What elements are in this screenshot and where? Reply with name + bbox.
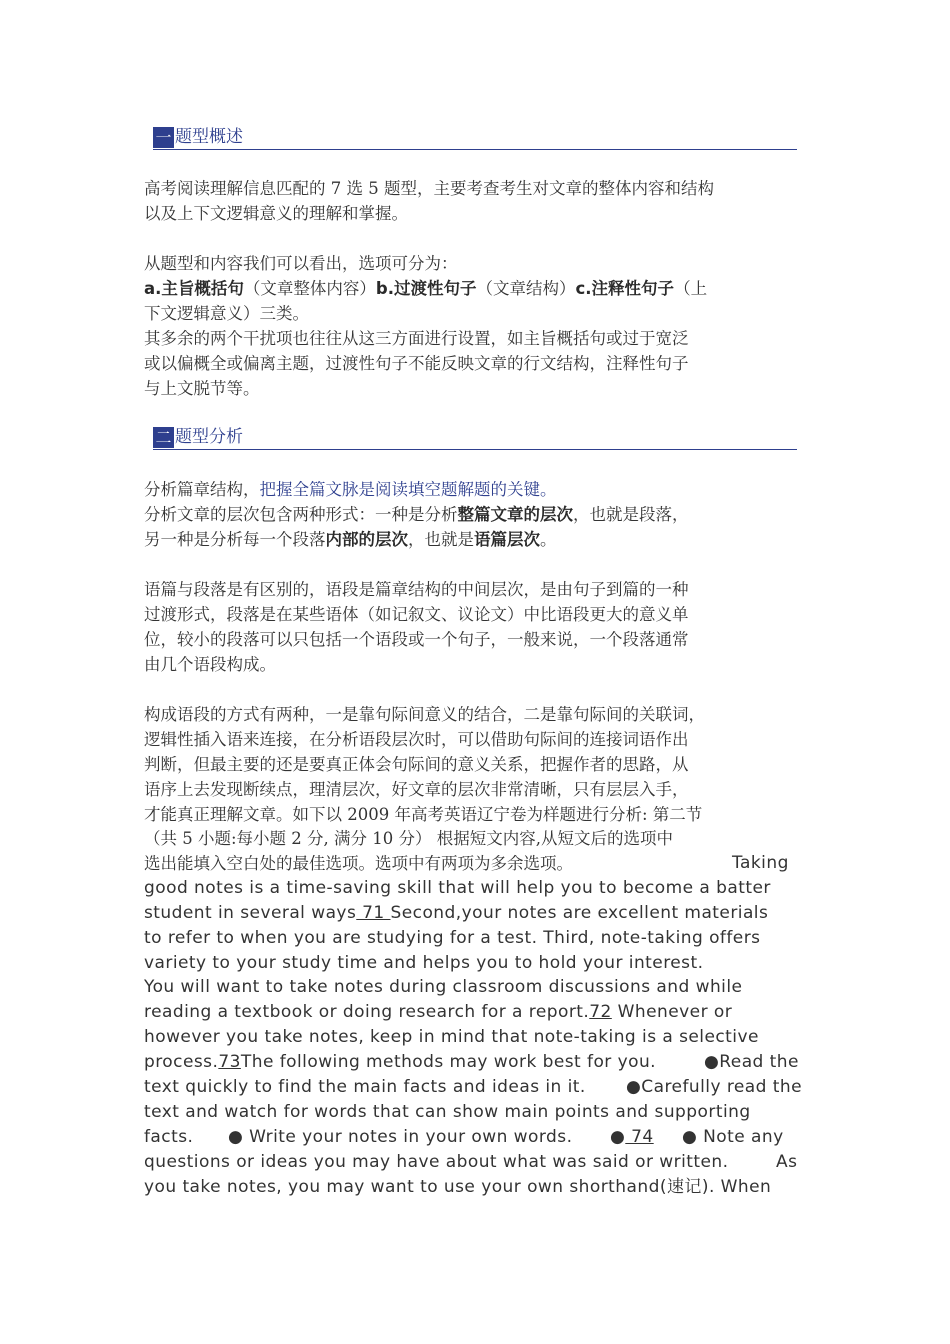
analysis-text: ，也就是 [408, 530, 474, 549]
method-text: 选出能填入空白处的最佳选项。选项中有两项为多余选项。 [144, 854, 573, 873]
passage-line-5: You will want to take notes during classroom discussions and while [144, 977, 743, 997]
passage-line-7: however you take notes, keep in mind that note-taking is a selective [144, 1027, 759, 1047]
passage-line-4: variety to your study time and helps you to hold your interest. [144, 953, 704, 973]
passage-text: text quickly to find the main facts and ideas in it. [144, 1077, 586, 1097]
bullet-careful-read: ●Carefully read the [626, 1077, 803, 1097]
method-line-1: 构成语段的方式有两种，一是靠句际间意义的结合，二是靠句际间的关联词， [144, 705, 705, 724]
section-title: 题型分析 [175, 427, 243, 447]
distractor-line-3: 与上文脱节等。 [144, 379, 260, 398]
bullet-note-questions: ● Note any [682, 1127, 784, 1147]
passage-line-6 [144, 1000, 814, 1025]
passage-text: Second,your notes are excellent materials [390, 903, 769, 923]
analysis-text: 分析文章的层次包含两种形式：一种是分析 [144, 505, 458, 524]
passage-start: Taking [732, 853, 789, 873]
bold-term: 内部的层次 [325, 530, 408, 549]
passage-line-8 [144, 1050, 814, 1075]
paragraph-line-4: 由几个语段构成。 [144, 655, 276, 674]
bullet-read-text: ●Read the [704, 1052, 799, 1072]
bold-term: 语篇层次 [474, 530, 540, 549]
analysis-text: 。 [540, 530, 557, 549]
analysis-text: 分析篇章结构， [144, 480, 260, 499]
section-title: 题型概述 [175, 127, 243, 147]
blank-74: 74 [625, 1127, 654, 1147]
option-c-note-end: 下文逻辑意义）三类。 [144, 304, 309, 323]
classify-line: 从题型和内容我们可以看出，选项可分为： [144, 254, 458, 273]
passage-text: questions or ideas you may have about what was said or written. [144, 1152, 729, 1172]
option-a-label: a.主旨概括句 [144, 279, 244, 298]
passage-line-13 [144, 1175, 814, 1200]
method-line-3: 判断，但最主要的还是要真正体会句际间的意义关系，把握作者的思路，从 [144, 755, 689, 774]
passage-text: As [776, 1152, 798, 1172]
option-b-label: b.过渡性句子 [375, 279, 477, 298]
passage-line-9 [144, 1075, 814, 1100]
passage-line-1: good notes is a time-saving skill that will help you to become a batter [144, 878, 771, 898]
bullet-own-words: ● Write your notes in your own words. [228, 1127, 573, 1147]
analysis-line-3 [144, 527, 814, 552]
passage-line-2 [144, 901, 814, 926]
section-heading-analysis [153, 427, 797, 450]
bold-term: 整篇文章的层次 [457, 505, 573, 524]
bullet-74 [610, 1125, 654, 1150]
method-line-2: 逻辑性插入语来连接，在分析语段层次时，可以借助句际间的连接词语作出 [144, 730, 689, 749]
passage-text: Whenever or [611, 1002, 733, 1022]
section-number: 二 [153, 427, 174, 448]
option-b-note: （文章结构） [476, 279, 576, 298]
passage-text: The following methods may work best for you. [240, 1052, 657, 1072]
analysis-line-1 [144, 477, 814, 502]
paragraph-line-2: 过渡形式，段落是在某些语体（如记叙文、议论文）中比语段更大的意义单 [144, 605, 689, 624]
method-line-6: （共 5 小题:每小题 2 分, 满分 10 分） 根据短文内容,从短文后的选项中 [144, 829, 673, 848]
analysis-text: ，也就是段落， [573, 505, 689, 524]
paragraph-line-3: 位，较小的段落可以只包括一个语段或一个句子，一般来说，一个段落通常 [144, 630, 689, 649]
passage-text: facts. [144, 1127, 194, 1147]
option-c-label: c.注释性句子 [575, 279, 675, 298]
blank-71: 71 [356, 903, 391, 923]
option-c-note-start: （上 [674, 279, 708, 298]
passage-line-3: to refer to when you are studying for a test. Third, note-taking offers [144, 928, 761, 948]
option-a-note: （文章整体内容） [243, 279, 376, 298]
analysis-text: 另一种是分析每一个段落 [144, 530, 326, 549]
shorthand-cn: 速记 [666, 1177, 702, 1197]
passage-text: ). When [701, 1177, 772, 1197]
passage-line-10: text and watch for words that can show main points and supporting [144, 1102, 751, 1122]
bullet-symbol: ● [610, 1127, 626, 1147]
passage-line-12 [144, 1150, 814, 1175]
passage-text: reading a textbook or doing research for a report. [144, 1002, 590, 1022]
passage-line-11 [144, 1125, 814, 1150]
key-highlight: 把握全篇文脉是阅读填空题解题的关键。 [259, 480, 557, 499]
analysis-line-2 [144, 502, 814, 527]
section-heading-overview [153, 127, 797, 150]
method-line-7 [144, 851, 814, 876]
intro-line-2: 以及上下文逻辑意义的理解和掌握。 [144, 204, 408, 223]
distractor-line-1: 其多余的两个干扰项也往往从这三方面进行设置，如主旨概括句或过于宽泛 [144, 329, 689, 348]
intro-line-1: 高考阅读理解信息匹配的 7 选 5 题型，主要考查考生对文章的整体内容和结构 [144, 179, 714, 198]
passage-text: student in several ways [144, 903, 357, 923]
paragraph-line-1: 语篇与段落是有区别的，语段是篇章结构的中间层次，是由句子到篇的一种 [144, 580, 689, 599]
method-line-5: 才能真正理解文章。如下以 2009 年高考英语辽宁卷为样题进行分析: 第二节 [144, 805, 703, 824]
passage-text: you take notes, you may want to use your own shorthand( [144, 1177, 667, 1197]
options-line [144, 276, 814, 301]
distractor-line-2: 或以偏概全或偏离主题，过渡性句子不能反映文章的行文结构，注释性句子 [144, 354, 689, 373]
section-number: 一 [153, 127, 174, 148]
method-line-4: 语序上去发现断续点，理清层次，好文章的层次非常清晰，只有层层入手， [144, 780, 689, 799]
blank-73: 73 [218, 1052, 241, 1072]
passage-text: process. [144, 1052, 219, 1072]
blank-72: 72 [589, 1002, 612, 1022]
